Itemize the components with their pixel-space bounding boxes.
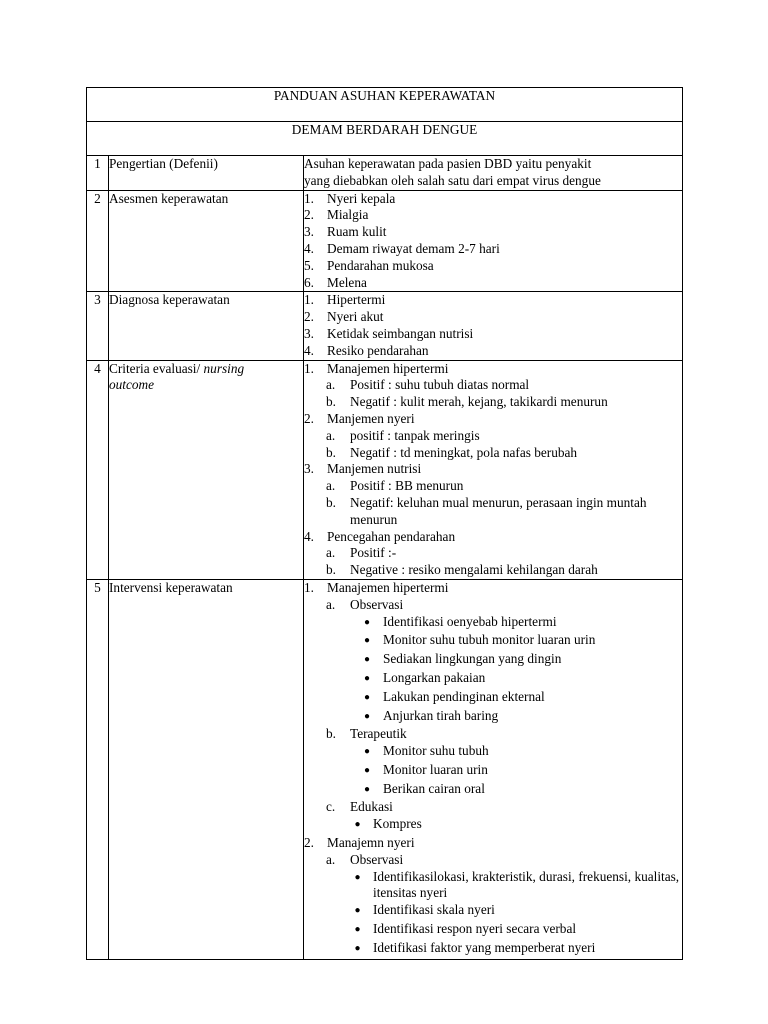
- list-item-text: Nyeri kepala: [327, 190, 396, 206]
- list-item-text: Mialgia: [327, 207, 369, 223]
- bullet-item: [304, 689, 682, 708]
- list-item-text: Monitor suhu tubuh: [383, 743, 489, 759]
- list-item-text: Negatif : kulit merah, kejang, takikardi menurun: [350, 394, 608, 410]
- row-number: 1: [87, 156, 109, 191]
- bullet-icon: ●: [363, 783, 371, 795]
- list-item-text: Lakukan pendinginan ekternal: [383, 688, 545, 704]
- bullet-icon: ●: [363, 746, 371, 758]
- table-row: [87, 156, 683, 191]
- list-marker: 1.: [304, 190, 314, 206]
- row-content: [304, 360, 683, 579]
- sub-list-item: [304, 495, 682, 529]
- sub-list-item: [304, 562, 682, 579]
- bullet-item: [304, 902, 682, 921]
- list-marker: 1.: [304, 360, 314, 376]
- list-marker: 3.: [304, 325, 314, 341]
- list-marker: a.: [326, 427, 336, 443]
- bullet-item: [304, 651, 682, 670]
- list-item: [304, 343, 682, 360]
- list-marker: b.: [326, 394, 336, 410]
- bullet-item: [304, 869, 682, 903]
- bullet-item: [304, 940, 682, 959]
- list-item-text: Identifikasi skala nyeri: [373, 902, 495, 918]
- bullet-icon: ●: [354, 871, 361, 883]
- list-item-text: Berikan cairan oral: [383, 780, 485, 796]
- row-number: 3: [87, 292, 109, 360]
- list-item: [304, 275, 682, 292]
- sub-list-item: [304, 445, 682, 462]
- list-item-text: Ketidak seimbangan nutrisi: [327, 325, 474, 341]
- row-label-italic: nursing: [203, 360, 245, 376]
- guidance-table: [86, 87, 683, 960]
- row-label: Asesmen keperawatan: [109, 190, 304, 292]
- list-marker: b.: [326, 444, 336, 460]
- list-marker: 2.: [304, 207, 314, 223]
- list-item-text: Identifikasilokasi, krakteristik, durasi, frekuensi, kualitas, itensitas nyeri: [373, 868, 680, 901]
- row-content: [304, 156, 683, 191]
- list-marker: 2.: [304, 410, 314, 426]
- list-marker: 1.: [304, 579, 314, 595]
- list-item: [304, 326, 682, 343]
- sub-list-item: [304, 545, 682, 562]
- list-item: [304, 309, 682, 326]
- sub-list-item: [304, 377, 682, 394]
- list-item-text: Monitor luaran urin: [383, 761, 488, 777]
- sub-list-item: [304, 597, 682, 614]
- list-item-text: Manajemen hipertermi: [327, 360, 449, 376]
- list-item-text: Manjemen nutrisi: [327, 461, 422, 477]
- list-item-text: Nyeri akut: [327, 309, 384, 325]
- list-item-text: Observasi: [350, 596, 404, 612]
- list-item-text: Edukasi: [350, 799, 393, 815]
- list-item-text: Manajemen hipertermi: [327, 579, 449, 595]
- bullet-item: [304, 762, 682, 781]
- list-item-text: Ruam kulit: [327, 224, 387, 240]
- row-label: [109, 360, 304, 579]
- list-marker: 4.: [304, 240, 314, 256]
- bullet-item: [304, 743, 682, 762]
- list-item-text: Idetifikasi faktor yang memperberat nyeri: [373, 939, 596, 955]
- bullet-icon: ●: [354, 905, 361, 917]
- row-label: Intervensi keperawatan: [109, 579, 304, 959]
- list-marker: 1.: [304, 292, 314, 308]
- list-item: [304, 580, 682, 597]
- list-item-text: Kompres: [373, 816, 422, 832]
- list-item-text: Hipertermi: [327, 292, 386, 308]
- document-subtitle: DEMAM BERDARAH DENGUE: [87, 122, 683, 156]
- row-content: [304, 579, 683, 959]
- list-marker: a.: [326, 377, 336, 393]
- bullet-icon: ●: [354, 819, 361, 831]
- definition-line: Asuhan keperawatan pada pasien DBD yaitu penyakit: [304, 156, 592, 171]
- list-item: [304, 529, 682, 546]
- list-item-text: Sediakan lingkungan yang dingin: [383, 651, 562, 667]
- list-marker: a.: [326, 596, 336, 612]
- row-number: 4: [87, 360, 109, 579]
- row-label-plain: Criteria evaluasi/: [109, 360, 204, 376]
- bullet-icon: ●: [363, 710, 371, 722]
- list-marker: 5.: [304, 257, 314, 273]
- list-item-text: Positif : BB menurun: [350, 478, 464, 494]
- list-item-text: Positif : suhu tubuh diatas normal: [350, 377, 530, 393]
- bullet-icon: ●: [354, 942, 361, 954]
- list-marker: 4.: [304, 342, 314, 358]
- list-item-text: Negatif : td meningkat, pola nafas berubah: [350, 444, 578, 460]
- sub-list-item: [304, 852, 682, 869]
- list-marker: b.: [326, 726, 336, 742]
- list-item: [304, 224, 682, 241]
- list-item: [304, 361, 682, 378]
- document-title: PANDUAN ASUHAN KEPERAWATAN: [87, 88, 683, 122]
- bullet-item: [304, 816, 682, 835]
- list-marker: a.: [326, 851, 336, 867]
- list-item: [304, 461, 682, 478]
- list-item-text: Demam riwayat demam 2-7 hari: [327, 240, 500, 256]
- bullet-item: [304, 670, 682, 689]
- list-item: [304, 411, 682, 428]
- list-item-text: Identifikasi oenyebab hipertermi: [383, 613, 557, 629]
- sub-list-item: [304, 478, 682, 495]
- list-item: [304, 292, 682, 309]
- list-marker: a.: [326, 545, 336, 561]
- list-marker: c.: [326, 799, 336, 815]
- list-item-text: Manajemn nyeri: [327, 835, 415, 851]
- list-item-text: Manjemen nyeri: [327, 410, 415, 426]
- list-item: [304, 835, 682, 852]
- table-row: [87, 579, 683, 959]
- list-item-text: Identifikasi respon nyeri secara verbal: [373, 921, 577, 937]
- row-content: [304, 190, 683, 292]
- bullet-item: [304, 781, 682, 800]
- list-marker: 2.: [304, 309, 314, 325]
- bullet-icon: ●: [363, 616, 371, 628]
- list-item-text: Longarkan pakaian: [383, 669, 486, 685]
- list-item-text: Melena: [327, 274, 367, 290]
- bullet-item: [304, 632, 682, 651]
- row-label: Pengertian (Defenii): [109, 156, 304, 191]
- sub-list-item: [304, 428, 682, 445]
- list-marker: 3.: [304, 224, 314, 240]
- bullet-icon: ●: [363, 691, 371, 703]
- list-item-text: Resiko pendarahan: [327, 342, 429, 358]
- table-row: [87, 360, 683, 579]
- row-content: [304, 292, 683, 360]
- bullet-icon: ●: [363, 764, 371, 776]
- list-item-text: Observasi: [350, 851, 404, 867]
- list-item-text: Negative : resiko mengalami kehilangan darah: [350, 562, 598, 578]
- bullet-icon: ●: [363, 672, 371, 684]
- list-marker: 2.: [304, 835, 314, 851]
- definition-line: yang diebabkan oleh salah satu dari empat virus dengue: [304, 172, 601, 188]
- list-item-text: Pendarahan mukosa: [327, 257, 434, 273]
- list-marker: b.: [326, 562, 336, 578]
- bullet-item: [304, 708, 682, 727]
- bullet-item: [304, 921, 682, 940]
- list-item-text: positif : tanpak meringis: [350, 427, 480, 443]
- bullet-icon: ●: [354, 924, 361, 936]
- list-marker: 6.: [304, 274, 314, 290]
- sub-list-item: [304, 799, 682, 816]
- sub-list-item: [304, 726, 682, 743]
- list-marker: 3.: [304, 461, 314, 477]
- list-item-text: Pencegahan pendarahan: [327, 528, 456, 544]
- list-item: [304, 241, 682, 258]
- row-number: 5: [87, 579, 109, 959]
- list-marker: b.: [326, 494, 336, 510]
- list-item: [304, 258, 682, 275]
- table-row: [87, 292, 683, 360]
- list-item: [304, 207, 682, 224]
- bullet-item: [304, 614, 682, 633]
- list-item-text: Positif :-: [350, 545, 397, 561]
- row-number: 2: [87, 190, 109, 292]
- sub-list-item: [304, 394, 682, 411]
- list-marker: 4.: [304, 528, 314, 544]
- bullet-icon: ●: [363, 635, 371, 647]
- table-row: [87, 190, 683, 292]
- list-marker: a.: [326, 478, 336, 494]
- row-label-italic: outcome: [109, 377, 155, 393]
- list-item-text: Monitor suhu tubuh monitor luaran urin: [383, 632, 596, 648]
- list-item: [304, 191, 682, 208]
- list-item-text: Terapeutik: [350, 726, 407, 742]
- list-item-text: Anjurkan tirah baring: [383, 707, 499, 723]
- row-label: Diagnosa keperawatan: [109, 292, 304, 360]
- list-item-text: Negatif: keluhan mual menurun, perasaan ingin muntah menurun: [350, 494, 647, 527]
- bullet-icon: ●: [363, 654, 371, 666]
